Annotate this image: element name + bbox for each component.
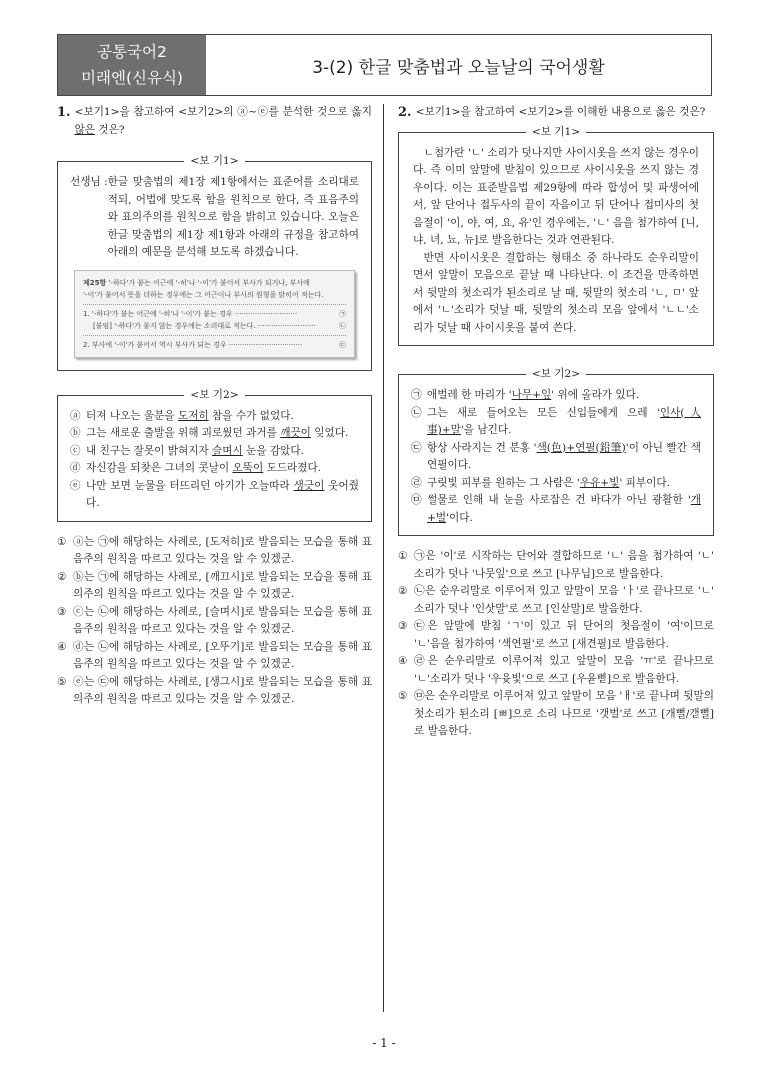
question-1-options bbox=[57, 534, 372, 709]
q2-example-item bbox=[411, 405, 701, 440]
q1-example-item-marker: ⓐ bbox=[70, 409, 81, 422]
q2-example-item-text-end: ' 피부이다. bbox=[619, 476, 670, 489]
q2-example-box-1 bbox=[398, 125, 714, 347]
q2-example-box-1-label: <보 기1> bbox=[526, 126, 586, 138]
q1-example-item bbox=[70, 478, 359, 513]
q1-example-box-2 bbox=[57, 388, 372, 522]
q1-option-text: ⓒ는 ㉡에 해당하는 사례로, [슬며시]로 발음되는 모습을 통해 표음주의 원칙을 따르고 있다는 것을 알 수 있겠군. bbox=[73, 605, 372, 635]
q2-example-item-text-end: '을 남긴다. bbox=[460, 424, 512, 436]
q2-example-item-marker: ㉤ bbox=[411, 494, 422, 506]
q2-example-box-2-label: <보 기2> bbox=[526, 368, 586, 380]
q2-example-item-text: 애벌레 한 마리가 ' bbox=[427, 389, 512, 401]
q2-example-item-text: 항상 사라지는 건 분홍 ' bbox=[427, 441, 537, 454]
q2-answer-option[interactable] bbox=[398, 618, 714, 653]
q2-option-number: ① bbox=[398, 550, 408, 562]
q2-option-number: ② bbox=[398, 585, 408, 597]
q2-example-item-marker: ㉡ bbox=[411, 406, 422, 419]
q2-example-item-text: 썰물로 인해 내 눈을 사로잡은 건 바다가 아닌 광활한 ' bbox=[427, 494, 691, 506]
q1-option-number: ② bbox=[57, 570, 67, 583]
question-1-prompt-text: <보기1>을 참고하여 <보기2>의 ⓐ~ⓔ를 분석한 것으로 옳지 bbox=[74, 106, 372, 118]
question-1-prompt bbox=[57, 104, 372, 139]
q1-example-item-underlined: 슬며시 bbox=[212, 444, 243, 457]
law-item-3: 2. 부사에 '-이'가 붙어서 역시 부사가 되는 경우 ································· ㉢ bbox=[83, 340, 346, 349]
q1-option-text: ⓔ는 ㉢에 해당하는 사례로, [생그시]로 발음되는 모습을 통해 표의주의 원칙을 따르고 있다는 것을 알 수 있겠군. bbox=[73, 675, 372, 705]
question-1-prompt-end: 것은? bbox=[95, 123, 125, 136]
q1-example-item-underlined: 생긋이 bbox=[293, 479, 325, 492]
column-divider bbox=[383, 104, 384, 1012]
q1-example-box-2-label: <보 기2> bbox=[184, 389, 244, 401]
publisher-label: 미래엔(신유식) bbox=[81, 69, 183, 87]
q1-example-item-text-end: 도드라졌다. bbox=[263, 462, 322, 474]
q2-example-box-2 bbox=[398, 368, 714, 536]
q1-answer-option[interactable] bbox=[57, 604, 372, 639]
q1-answer-option[interactable] bbox=[57, 674, 372, 709]
q1-example-item-text-end: 웃어줬다. bbox=[86, 479, 359, 509]
q2-answer-option[interactable] bbox=[398, 548, 714, 583]
q1-option-number: ⑤ bbox=[57, 675, 67, 688]
q1-answer-option[interactable] bbox=[57, 534, 372, 569]
q1-example-item-text-end: 참을 수가 없었다. bbox=[208, 409, 294, 422]
q1-answer-option[interactable] bbox=[57, 639, 372, 674]
q1-example-item-text-end: 잊었다. bbox=[310, 427, 349, 439]
q1-example-box-1-label: <보 기1> bbox=[184, 155, 244, 167]
q1-example-item-marker: ⓒ bbox=[70, 444, 81, 457]
q1-example-item-text: 내 친구는 잘못이 밝혀지자 bbox=[86, 444, 213, 457]
q2-example-item bbox=[411, 440, 701, 475]
q1-example-item-text: 나만 보면 눈물을 터뜨리던 아기가 오늘따라 bbox=[86, 479, 294, 492]
q1-example-item-text: 그는 새로운 출발을 위해 괴로웠던 과거를 bbox=[86, 427, 281, 439]
law-line-2: '-이'가 붙어서 뜻을 더하는 경우에는 그 어근이나 부사의 원형을 밝히어 적는다. bbox=[83, 290, 324, 299]
q2-example-item-underlined: 색(色)+연필(鉛筆) bbox=[536, 441, 626, 454]
q1-example-item bbox=[70, 443, 359, 461]
subject-label: 공통국어2 bbox=[97, 43, 167, 61]
teacher-text: 한글 맞춤법의 제1장 제1항에서는 표준어를 소리대로 적되, 어법에 맞도록 함을 원칙으로 한다, 즉 표음주의와 표의주의를 원칙으로 함을 밝히고 있습니다. 오늘은 한글 맞춤법의 제1장 제1항과 아래의 규정을 참고하여 아래의 예문을 분석해 보도록 하겠습니다. bbox=[107, 176, 359, 258]
question-2-number: 2. bbox=[398, 105, 412, 120]
question-1-prompt-underlined: 않은 bbox=[74, 123, 96, 136]
q1-example-item-text: 터져 나오는 울분을 bbox=[86, 409, 178, 422]
q2-example-item bbox=[411, 492, 701, 527]
law-item-2: [붙임] '-하다'가 붙지 않는 경우에는 소리대로 적는다. ·························· ㉡ bbox=[93, 321, 346, 330]
q1-answer-option[interactable] bbox=[57, 569, 372, 604]
question-1-number: 1. bbox=[57, 105, 71, 120]
q2-option-number: ④ bbox=[398, 655, 408, 667]
question-2-prompt bbox=[398, 104, 714, 122]
q1-example-item-text: 자신감을 되찾은 그녀의 콧날이 bbox=[86, 462, 233, 474]
q1-option-number: ④ bbox=[57, 640, 67, 653]
q1-example-box-1 bbox=[57, 155, 372, 371]
q2-example-item-text: 구릿빛 피부를 원하는 그 사람은 ' bbox=[427, 476, 580, 489]
law-line-1: '-하다'가 붙는 어근에 '-히'나 '-이'가 붙어서 부사가 되거나, 부사에 bbox=[108, 278, 310, 287]
q1-example-item-underlined: 오뚝이 bbox=[232, 462, 264, 474]
q2-example-item-underlined: 우유+빛 bbox=[579, 476, 620, 489]
q1-example-item-underlined: 깨끗이 bbox=[280, 427, 311, 439]
q1-option-text: ⓑ는 ㉠에 해당하는 사례로, [깨끄시]로 발음되는 모습을 통해 표의주의 원칙을 따르고 있다는 것을 알 수 있겠군. bbox=[73, 570, 372, 600]
subject-block bbox=[58, 35, 206, 95]
page-number: - 1 - bbox=[372, 1036, 396, 1050]
page-title: 3-(2) 한글 맞춤법과 오늘날의 국어생활 bbox=[312, 57, 605, 78]
q2-option-number: ⑤ bbox=[398, 690, 408, 702]
q2-example-item-marker: ㉢ bbox=[411, 441, 422, 454]
q2-example-item bbox=[411, 475, 701, 493]
q2-answer-option[interactable] bbox=[398, 583, 714, 618]
q1-option-text: ⓓ는 ㉡에 해당하는 사례로, [오뚜기]로 발음되는 모습을 통해 표음주의 원칙을 따르고 있다는 것을 알 수 있겠군. bbox=[73, 640, 372, 670]
q2-example-item-text-end: ' 위에 올라가 있다. bbox=[551, 389, 640, 401]
q2-answer-option[interactable] bbox=[398, 653, 714, 688]
q1-example-item-marker: ⓔ bbox=[70, 479, 81, 492]
q2-answer-option[interactable] bbox=[398, 688, 714, 741]
question-1 bbox=[57, 104, 372, 709]
q2-example-item-text: 그는 새로 들어오는 모든 신입들에게 으레 ' bbox=[427, 406, 660, 419]
header-box bbox=[57, 34, 712, 96]
q1-option-number: ③ bbox=[57, 605, 67, 618]
q1-example-item bbox=[70, 460, 359, 478]
q2-box1-paragraph-1: ㄴ첨가란 'ㄴ' 소리가 덧나지만 사이시옷을 쓰지 않는 경우이다. 즉 이미 앞말에 받침이 있으므로 사이시옷을 쓰지 않는 경우이다. 이는 표준발음법 제29항에 따라 합성어 및 파생어에서, 앞 단어나 접두사의 끝이 자음이고 뒤 단어나 접미사의 첫음절이 '이, 야, 여, 요, 유'인 경우에는, 'ㄴ' 음을 첨가하여 [니, 냐, 녀, 뇨, 뉴]로 발음한다는 것과 연관된다. bbox=[413, 146, 699, 246]
q2-option-text: ㉢은 앞말에 받침 'ㄱ'이 있고 뒤 단어의 첫음절이 '여'이므로 'ㄴ'음을 첨가하여 '색연필'로 쓰고 [새견필]로 발음한다. bbox=[414, 620, 714, 650]
law-title: 제25항 bbox=[83, 278, 107, 287]
law-item-1: 1. '-하다'가 붙는 어근에 '-히'나 '-이'가 붙는 경우 ···························· ㉠ bbox=[83, 309, 346, 318]
q1-example-item-text-end: 눈을 감았다. bbox=[242, 444, 305, 457]
question-2-options bbox=[398, 548, 714, 741]
q2-example-item-underlined: 나무+잎 bbox=[511, 389, 552, 401]
q1-option-number: ① bbox=[57, 535, 67, 548]
q2-example-item-text-end: '이 아닌 빨간 색연필이다. bbox=[427, 441, 702, 471]
q2-box1-paragraph-2: 반면 사이시옷은 결합하는 형태소 중 하나라도 순우리말이면서 앞말이 모음으로 끝날 때 나타난다. 이 조건을 만족하면서 뒷말의 첫소리가 된소리로 날 때, 뒷말의 첫소리 'ㄴ, ㅁ' 앞에서 'ㄴ'소리가 덧날 때, 뒷말의 첫소리 모음 앞에서 'ㄴㄴ'소리가 덧날 때 사이시옷을 붙여 쓴다. bbox=[413, 251, 699, 334]
question-2 bbox=[398, 104, 714, 741]
teacher-statement bbox=[70, 174, 359, 262]
q2-example-item-text-end: '이다. bbox=[446, 511, 473, 524]
question-2-prompt-text: <보기1>을 참고하여 <보기2>를 이해한 내용으로 옳은 것은? bbox=[415, 106, 706, 118]
q1-example-item bbox=[70, 425, 359, 443]
q1-example-item bbox=[70, 408, 359, 426]
speaker-label: 선생님 : bbox=[70, 176, 108, 188]
q2-option-number: ③ bbox=[398, 620, 408, 632]
q1-example-item-marker: ⓓ bbox=[70, 462, 81, 474]
q2-example-item-underlined: 인사(人事)+말 bbox=[427, 406, 701, 436]
law-excerpt bbox=[74, 270, 355, 358]
q2-example-item-marker: ㉠ bbox=[411, 389, 422, 401]
q1-example-item-underlined: 도저히 bbox=[177, 409, 209, 422]
q2-example-item-marker: ㉣ bbox=[411, 476, 422, 489]
q2-option-text: ㉡은 순우리말로 이루어져 있고 앞말이 모음 'ㅏ'로 끝나므로 'ㄴ' 소리가 덧나 '인삿말'로 쓰고 [인삳말]로 발음한다. bbox=[414, 585, 714, 615]
q2-option-text: ㉠은 '이'로 시작하는 단어와 결합하므로 'ㄴ' 음을 첨가하여 'ㄴ' 소리가 덧나 '나뭇잎'으로 쓰고 [나무닙]으로 발음한다. bbox=[414, 550, 714, 580]
q2-example-item bbox=[411, 387, 701, 405]
q1-example-item-marker: ⓑ bbox=[70, 427, 81, 439]
q1-option-text: ⓐ는 ㉠에 해당하는 사례로, [도저히]로 발음되는 모습을 통해 표음주의 원칙을 따르고 있다는 것을 알 수 있겠군. bbox=[73, 535, 372, 565]
q2-option-text: ㉣은 순우리말로 이루어져 있고 앞말이 모음 'ㅠ'로 끝나므로 'ㄴ'소리가 덧나 '우윳빛'으로 쓰고 [우윧삗]으로 발음한다. bbox=[414, 655, 714, 685]
q2-option-text: ㉤은 순우리말로 이루어져 있고 앞말이 모음 'ㅐ'로 끝나며 뒷말의 첫소리가 된소리 [ㅃ]으로 소리 나므로 '갯벌'로 쓰고 [개뻘/갣뻘]로 발음한다. bbox=[414, 690, 714, 737]
q2-example-item-underlined: 개+벌 bbox=[427, 494, 701, 524]
